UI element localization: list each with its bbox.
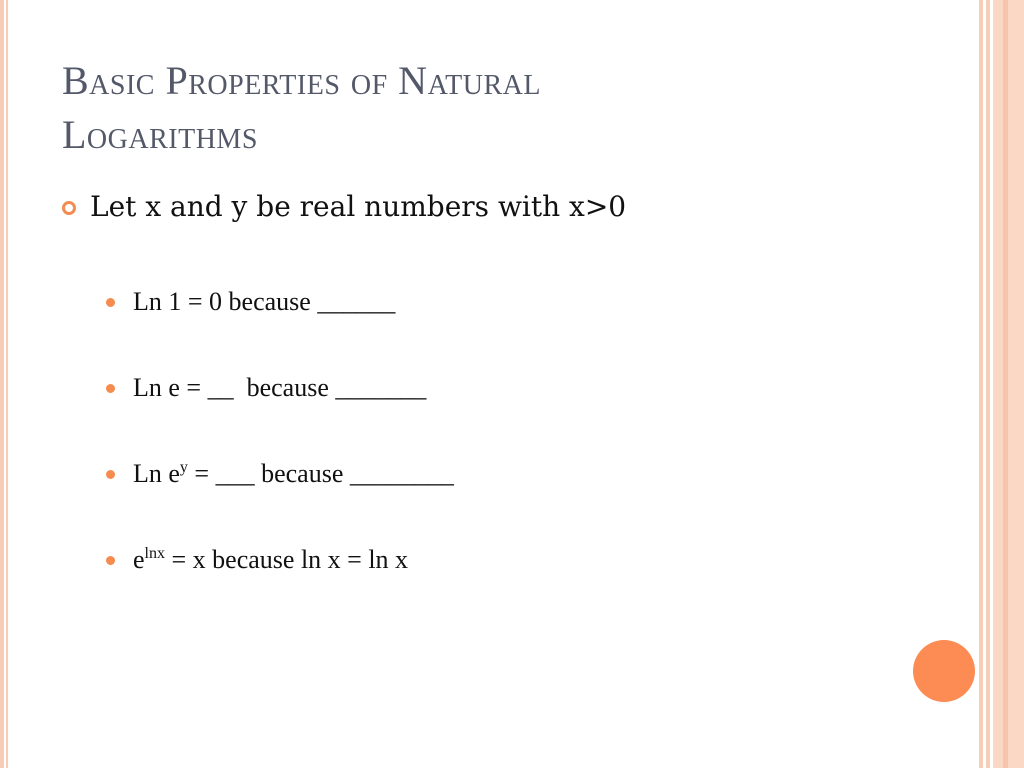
- decorative-circle: [913, 640, 975, 702]
- list-item: [106, 540, 454, 580]
- expr-base: Ln e: [133, 459, 180, 488]
- right-border-stripe-3: [1003, 0, 1008, 768]
- ring-bullet-icon: [62, 201, 76, 215]
- dot-bullet-icon: [106, 384, 115, 393]
- main-bullet-text: Let x and y be real numbers with x>0: [90, 190, 627, 223]
- right-border-band: [993, 0, 1024, 768]
- expr-exponent: lnx: [144, 545, 165, 562]
- right-border-stripe-2: [986, 0, 990, 768]
- expr-rest: = ___ because ________: [187, 459, 454, 488]
- left-border-stripe: [0, 0, 4, 768]
- left-border-stripe-thin: [6, 0, 8, 768]
- dot-bullet-icon: [106, 470, 115, 479]
- dot-bullet-icon: [106, 298, 115, 307]
- expr-rest: = x because ln x = ln x: [165, 545, 409, 574]
- main-bullet: [62, 187, 626, 227]
- sub-bullet-list: [106, 282, 454, 626]
- list-item: [106, 454, 454, 494]
- expr-base: e: [133, 545, 145, 574]
- list-item: [106, 282, 454, 322]
- sub-bullet-text: [133, 459, 454, 489]
- title-line-1: Basic Properties of Natural: [62, 58, 542, 103]
- list-item: [106, 368, 454, 408]
- sub-bullet-text: Ln e = __ because _______: [133, 373, 427, 402]
- slide-title: [62, 54, 822, 162]
- expr-exponent: y: [179, 459, 188, 476]
- right-border-stripe: [979, 0, 983, 768]
- sub-bullet-text: Ln 1 = 0 because ______: [133, 287, 396, 316]
- sub-bullet-text: [133, 545, 408, 575]
- title-line-2: Logarithms: [62, 112, 258, 157]
- dot-bullet-icon: [106, 556, 115, 565]
